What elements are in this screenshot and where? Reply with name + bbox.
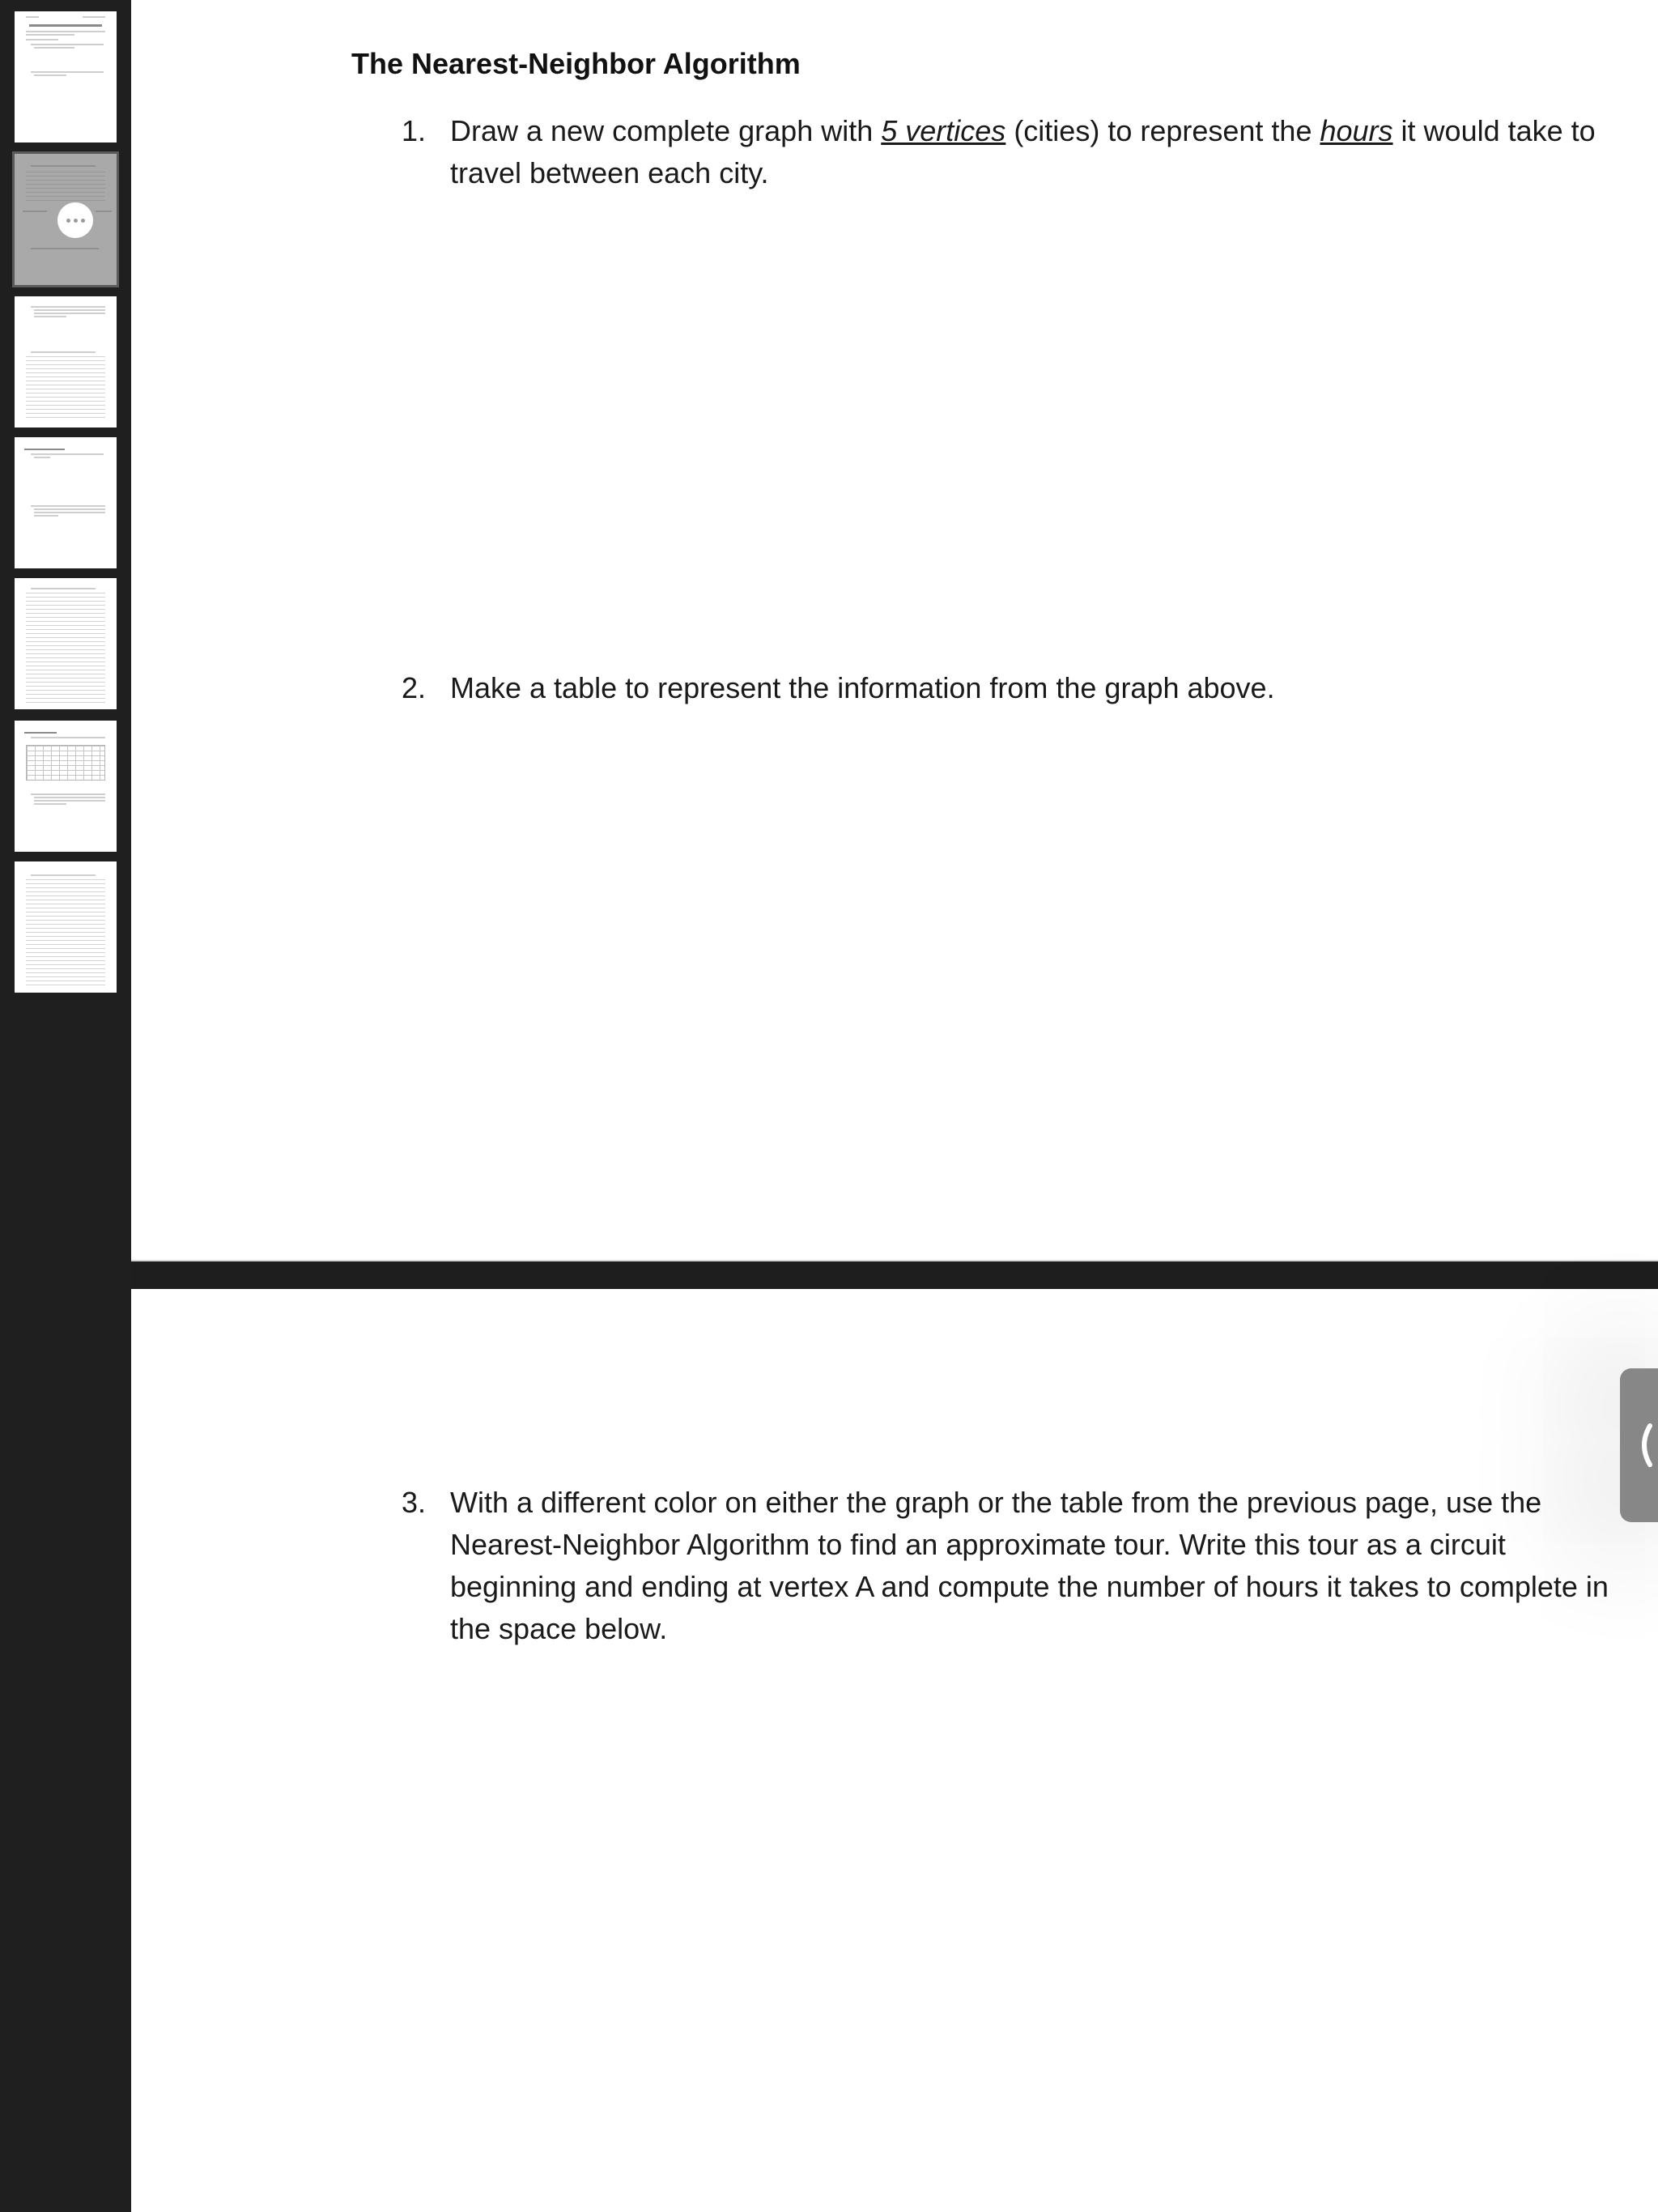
page-thumbnail-3[interactable] (15, 296, 117, 428)
page-thumbnail-5[interactable] (15, 578, 117, 709)
chevron-left-icon (1634, 1421, 1655, 1470)
page-thumbnail-sidebar (0, 0, 131, 2212)
question-2 (402, 667, 1624, 709)
document-page-1 (131, 0, 1658, 1261)
question-text: it would take to travel between each city. (450, 114, 1596, 189)
side-panel-handle[interactable] (1620, 1368, 1658, 1522)
section-heading: The Nearest-Neighbor Algorithm (351, 47, 801, 80)
page-thumbnail-4[interactable] (15, 437, 117, 568)
emphasis-hours: hours (1320, 114, 1393, 147)
page-thumbnail-6[interactable] (15, 721, 117, 852)
page-divider (131, 1263, 1658, 1289)
question-3 (402, 1482, 1632, 1650)
more-options-button[interactable] (57, 202, 93, 238)
page-thumbnail-1[interactable] (15, 11, 117, 143)
question-text: (cities) to represent the (1005, 114, 1320, 147)
document-page-2 (131, 1289, 1658, 2212)
question-text: With a different color on either the graph or the table from the previous page, use the Nearest-Neighbor Algorithm to find an approximate tour. Write this tour as a circuit beginning and ending at vertex A and compute the number of hours it takes to complete in the space below. (450, 1486, 1609, 1645)
question-number: 2. (402, 671, 427, 704)
question-text: Make a table to represent the information from the graph above. (450, 671, 1275, 704)
page-thumbnail-7[interactable] (15, 861, 117, 993)
emphasis-vertices: 5 vertices (881, 114, 1006, 147)
more-options-icon (66, 219, 85, 223)
question-1 (402, 110, 1624, 194)
question-number: 1. (402, 114, 427, 147)
question-text: Draw a new complete graph with (450, 114, 882, 147)
question-number: 3. (402, 1486, 427, 1519)
page-thumbnail-2[interactable] (15, 154, 117, 285)
